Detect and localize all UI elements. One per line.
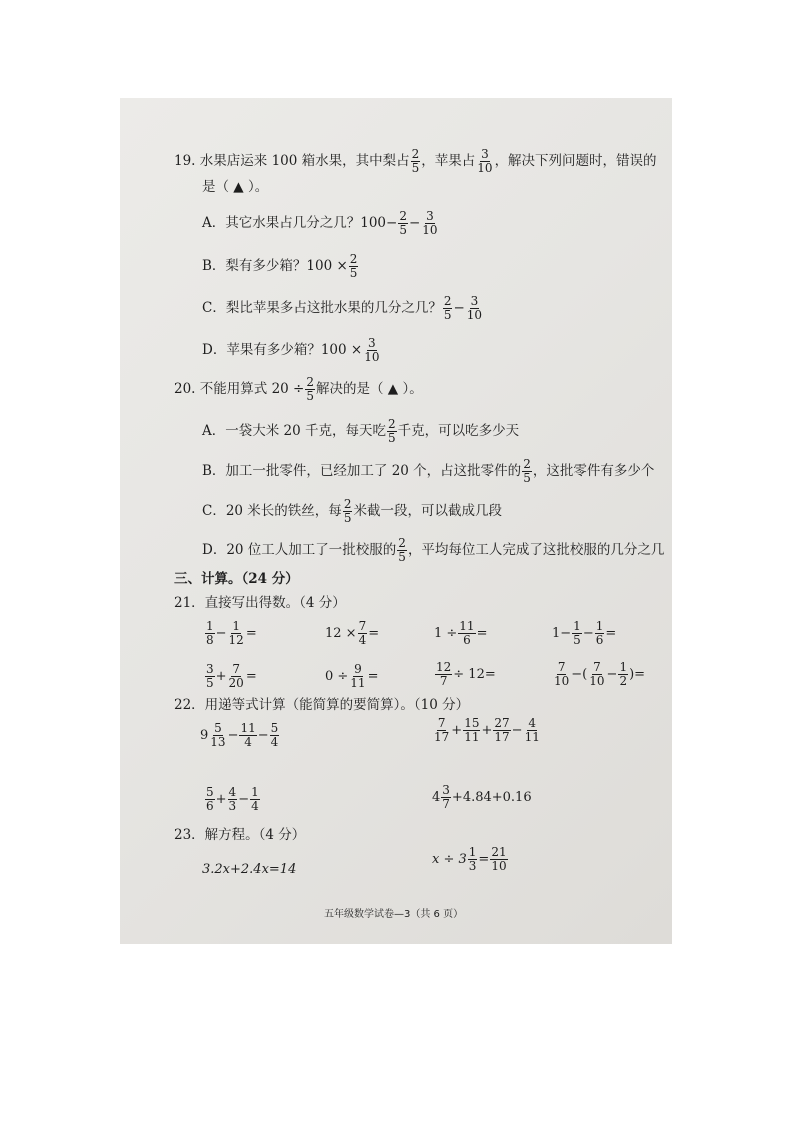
q20-stem: 20. 不能用算式 20 ÷ $\frac{2}{5}$ 解决的是（ ▲ ）。 — [174, 375, 423, 403]
q19-option-a: A．其它水果占几分之几？100− $\frac{2}{5}$ − $\frac{3}{10}$ — [202, 209, 438, 237]
fraction: $\frac{2}{5}$ — [443, 294, 452, 322]
q21-expr-4: 1− $\frac{1}{5}$ − $\frac{1}{6}$ = — [552, 619, 617, 647]
q19-option-b: B．梨有多少箱？100 × $\frac{2}{5}$ — [202, 252, 358, 280]
q19-text-c: ，解决下列问题时，错误的 — [494, 153, 657, 169]
fraction: $\frac{2}{5}$ — [306, 375, 314, 403]
q21-expr-7: $\frac{12}{7}$ ÷ 12= — [436, 660, 496, 688]
section-heading: 三、计算。（24 分） — [174, 571, 299, 587]
fraction: $\frac{3}{10}$ — [466, 294, 483, 322]
q19-text-b: ，苹果占 — [421, 153, 476, 169]
q22-title: 22．用递等式计算（能简算的要简算）。（10 分） — [174, 697, 470, 713]
q21-title: 21．直接写出得数。（4 分） — [174, 595, 346, 611]
q19-line2: 是（ ▲ ）。 — [202, 179, 269, 195]
q20-option-d: D．20 位工人加工了一批校服的 $\frac{2}{5}$ ，平均每位工人完成了这批校服的几分之几 — [202, 536, 665, 564]
fraction: $\frac{2}{5}$ — [523, 457, 531, 485]
q19-option-d: D．苹果有多少箱？100 × $\frac{3}{10}$ — [202, 336, 380, 364]
q20-option-a: A．一袋大米 20 千克，每天吃 $\frac{2}{5}$ 千克，可以吃多少天 — [202, 417, 520, 445]
fraction: $\frac{3}{10}$ — [477, 147, 493, 175]
q21-expr-3: 1 ÷ $\frac{11}{6}$ = — [434, 619, 488, 647]
q21-expr-5: $\frac{3}{5}$ + $\frac{7}{20}$ = — [206, 662, 257, 690]
fraction: $\frac{2}{5}$ — [343, 497, 352, 525]
q20-option-b: B．加工一批零件，已经加工了 20 个，占这批零件的 $\frac{2}{5}$ ，这批零件有多少个 — [202, 457, 655, 485]
q23-equation-1: 3.2x+2.4x=14 — [202, 862, 297, 877]
q21-expr-1: $\frac{1}{8}$ − $\frac{1}{12}$ = — [206, 619, 257, 647]
q22-expr-1: 9 $\frac{5}{13}$ − $\frac{11}{4}$ − $\frac{5}{4}$ — [200, 721, 279, 749]
q19-number: 19. — [174, 153, 196, 169]
q19-option-c: C．梨比苹果多占这批水果的几分之几？ $\frac{2}{5}$ − $\frac{3}{10}$ — [202, 294, 483, 322]
q22-expr-2: $\frac{7}{17}$ + $\frac{15}{11}$ + $\frac{27}{17}$ − $\frac{4}{11}$ — [434, 716, 540, 744]
fraction: $\frac{2}{5}$ — [388, 417, 396, 445]
fraction: $\frac{2}{5}$ — [398, 536, 406, 564]
q20-option-c: C．20 米长的铁丝，每 $\frac{2}{5}$ 米截一段，可以截成几段 — [202, 497, 502, 525]
fraction: $\frac{2}{5}$ — [411, 147, 420, 175]
q21-expr-8: $\frac{7}{10}$ −( $\frac{7}{10}$ − $\frac{1}{2}$ )= — [554, 660, 646, 688]
q23-title: 23．解方程。（4 分） — [174, 827, 306, 843]
fraction: $\frac{3}{10}$ — [364, 336, 380, 364]
q22-expr-4: 4 $\frac{3}{7}$ +4.84+0.16 — [432, 783, 532, 811]
fraction: $\frac{3}{10}$ — [422, 209, 438, 237]
page-footer: 五年级数学试卷—3（共 6 页） — [324, 909, 464, 920]
fraction: $\frac{2}{5}$ — [399, 209, 407, 237]
exam-paper — [120, 98, 672, 944]
q22-expr-3: $\frac{5}{6}$ + $\frac{4}{3}$ − $\frac{1}{4}$ — [206, 785, 259, 813]
fraction: $\frac{2}{5}$ — [349, 252, 358, 280]
q21-expr-2: 12 × $\frac{7}{4}$ = — [325, 619, 380, 647]
q19-line1 — [174, 148, 657, 175]
q20-number: 20. — [174, 381, 196, 397]
q23-equation-2: x ÷ 3 $\frac{1}{3}$ = $\frac{21}{10}$ — [432, 845, 507, 873]
q21-expr-6: 0 ÷ $\frac{9}{11}$ = — [325, 662, 379, 690]
q19-text-a: 水果店运来 100 箱水果，其中梨占 — [199, 153, 410, 169]
